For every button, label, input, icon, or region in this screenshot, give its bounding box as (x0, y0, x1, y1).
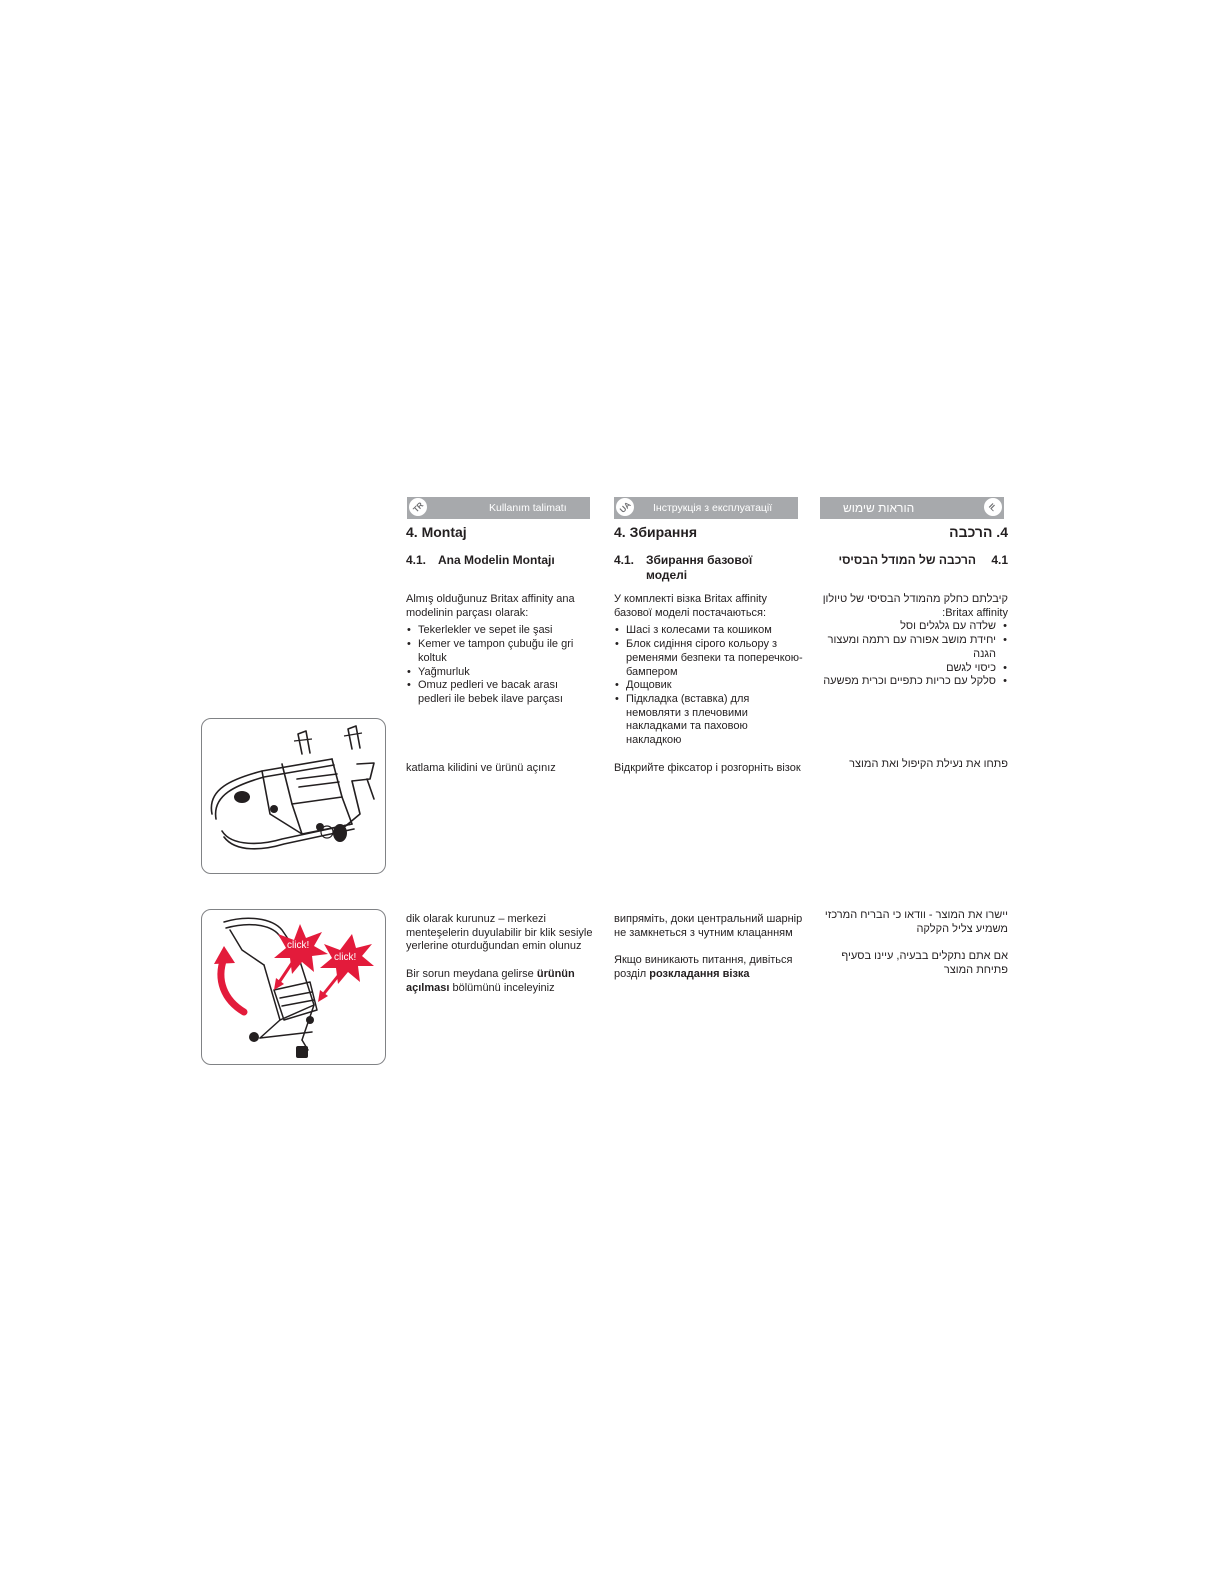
list-item: • Omuz pedleri ve bacak arası pedleri ile bebek ilave parçası (406, 679, 594, 706)
step2-text-tr: dik olarak kurunuz – merkezi menteşelerin duyulabilir bir klik sesiyle yerlerine oturduğundan emin olunuz (406, 913, 593, 953)
step1-text-ua: Відкрийте фіксатор і розгорніть візок (614, 762, 801, 774)
list-item: • Підкладка (вставка) для немовляти з плечовими накладками та паховою накладкою (614, 693, 804, 748)
country-code-badge-ua: UA (611, 493, 639, 521)
list-item: • Дощовик (614, 679, 804, 693)
step1-text-tr: katlama kilidini ve ürünü açınız (406, 762, 556, 774)
intro-text-ua: У комплекті візка Britax affinity базової моделі постачаються: (614, 593, 767, 619)
header-label-tr: Kullanım talimatı (489, 502, 567, 514)
figure-folded-stroller (201, 718, 386, 874)
section-title-ua: 4. Збирання (614, 524, 698, 540)
intro-block-il (820, 593, 1008, 689)
note-text-il: אם אתם נתקלים בבעיה, עיינו בסעיף פתיחת המוצר (841, 950, 1008, 977)
subsection-number-tr: 4.1. (406, 553, 427, 567)
step2-text-il: יישרו את המוצר - וודאו כי הבריח המרכזי משמיע צליל הקלקה (824, 909, 1008, 935)
subsection-title-tr (406, 553, 594, 568)
subsection-number-il: 4.1 (991, 553, 1008, 567)
list-item: • Yağmurluk (406, 666, 594, 680)
unfold-stroller-illustration (202, 910, 386, 1065)
list-item: • יחידת מושב אפורה עם רתמה ומעצור הגנה (820, 634, 1008, 661)
header-label-il: הוראות שימוש (843, 501, 915, 515)
click-label-1: click! (287, 940, 310, 951)
intro-block-ua (614, 593, 804, 748)
subsection-text-ua: Збирання базової моделі (646, 553, 753, 582)
click-label-2: click! (334, 952, 357, 963)
subsection-number-ua: 4.1. (614, 553, 635, 567)
step1-text-il: פתחו את נעילת הקיפול ואת המוצר (849, 758, 1008, 770)
contents-list-ua (614, 624, 804, 747)
intro-text-tr: Almış olduğunuz Britax affinity ana modelinin parçası olarak: (406, 593, 575, 619)
step2-block-tr (406, 913, 594, 996)
note-text-ua: Якщо виникають питання, дивіться розділ розкладання візка (614, 954, 793, 981)
note-link-tr: ürünün açılması (406, 968, 575, 994)
header-bar-ua (614, 497, 798, 519)
subsection-text-tr: Ana Modelin Montajı (438, 553, 555, 567)
step2-block-ua (614, 913, 804, 982)
contents-list-il (820, 620, 1008, 689)
folded-stroller-illustration (202, 719, 386, 874)
header-bar-il (820, 497, 1004, 519)
note-link-ua: розкладання візка (649, 968, 750, 981)
subsection-title-ua (614, 553, 804, 583)
country-code-badge-tr: TR (404, 493, 432, 521)
list-item: • שלדה עם גלגלים וסל (820, 620, 1008, 634)
intro-text-il: קיבלתם כחלק מהמודל הבסיסי של טיולון Britax affinity: (822, 593, 1008, 619)
subsection-text-il: הרכבה של המודל הבסיסי (838, 553, 976, 567)
note-text-tr: Bir sorun meydana gelirse ürünün açılması bölümünü inceleyiniz (406, 968, 575, 994)
list-item: • Tekerlekler ve sepet ile şasi (406, 624, 594, 638)
list-item: • כיסוי לגשם (820, 662, 1008, 676)
header-label-ua: Інструкція з експлуатації (653, 502, 773, 514)
header-bar-tr (407, 497, 590, 519)
section-title-tr: 4. Montaj (406, 524, 467, 540)
step2-block-il (820, 909, 1008, 978)
list-item: • סלקל עם כריות כתפיים וכרית מפשעה (820, 675, 1008, 689)
step2-text-ua: випряміть, доки центральний шарнір не замкнеться з чутним клацанням (614, 913, 803, 939)
section-title-il: 4. הרכבה (949, 524, 1008, 540)
intro-block-tr (406, 593, 594, 707)
contents-list-tr (406, 624, 594, 706)
subsection-title-il (820, 553, 1008, 568)
list-item: • Шасі з колесами та кошиком (614, 624, 804, 638)
list-item: • Блок сидіння сірого кольору з ременями безпеки та поперечкою-бампером (614, 638, 804, 679)
figure-unfold-stroller (201, 909, 386, 1065)
country-code-badge-il: IL (979, 493, 1007, 521)
list-item: • Kemer ve tampon çubuğu ile gri koltuk (406, 638, 594, 665)
